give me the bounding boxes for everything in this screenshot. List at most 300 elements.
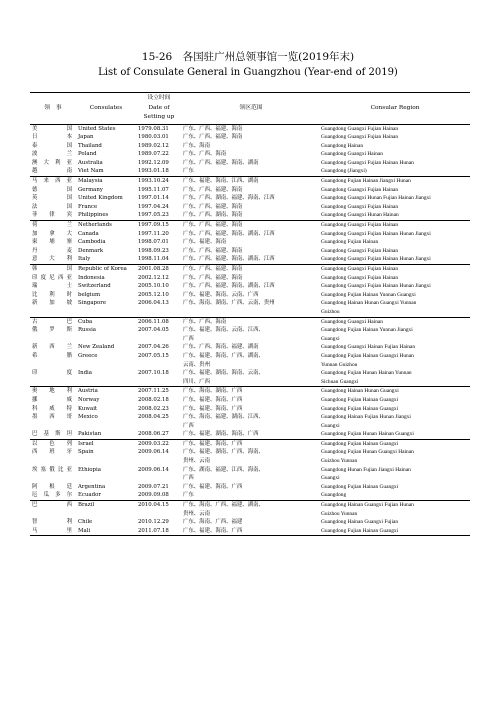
country-name-cn: 英国	[32, 195, 72, 202]
country-name-cn: 比利时	[32, 291, 72, 298]
region-en-line: Guangdong Fujian Hainan Guangxi	[321, 483, 399, 490]
country-name-cn: 波兰	[32, 151, 72, 158]
region-en-line: Guangdong Fujian Hainan Yunnan Jiangxi	[321, 327, 413, 334]
setup-date: 1997.05.23	[138, 212, 169, 219]
setup-date: 2011.07.18	[136, 527, 182, 536]
region-cn	[182, 518, 320, 527]
region-cn-line: 广西	[183, 422, 194, 429]
table-header	[30, 93, 470, 125]
consulate-name-en: New Zealand	[78, 344, 115, 351]
region-en	[320, 211, 470, 220]
region-en	[320, 203, 470, 212]
table-row	[30, 413, 470, 430]
region-en-line: Guangdong Hainan Guangxi Fujian Hunan	[321, 502, 414, 509]
region-en-line: Guangdong	[321, 492, 347, 499]
setup-date: 1995.11.07	[138, 186, 169, 193]
region-en	[320, 448, 470, 465]
region-cn	[182, 159, 320, 168]
table-row	[30, 203, 470, 212]
consulate-name-en: Republic of Korea	[76, 265, 136, 274]
consulate-name-en: Germany	[78, 186, 103, 193]
region-cn	[182, 491, 320, 500]
setup-date: 1992.12.09	[138, 159, 169, 166]
consulate-name-en: Canada	[78, 230, 99, 237]
region-cn	[182, 255, 320, 264]
country-name-cn: 俄罗斯	[32, 327, 72, 334]
table-row	[30, 194, 470, 203]
region-en	[320, 291, 470, 300]
table-row	[30, 396, 470, 405]
table-row	[30, 177, 470, 186]
consulate-name-en: Cambodia	[78, 239, 106, 246]
consulate-name-en: Spain	[78, 449, 94, 456]
region-en	[320, 159, 470, 168]
region-cn-line: 广东	[183, 168, 194, 175]
region-en	[320, 274, 470, 283]
region-en	[320, 317, 470, 326]
region-cn	[182, 133, 320, 142]
table-row	[30, 159, 470, 168]
region-cn	[182, 274, 320, 283]
table-row	[30, 448, 470, 465]
country-name-cn: 柬埔寨	[32, 239, 72, 246]
region-cn-line: 广东、广西、福建、海南	[183, 222, 243, 229]
region-cn	[182, 299, 320, 317]
region-en-line: Guangdong Fujian Hainan Guangxi	[321, 527, 399, 534]
region-cn	[182, 221, 320, 230]
region-cn	[182, 186, 320, 195]
setup-date: 2001.08.28	[136, 265, 182, 274]
region-cn-line: 广东、福建、海南、广西	[183, 396, 243, 403]
region-en-line: Sichuan Guangxi	[321, 378, 359, 385]
country-name-cn: 丹麦	[32, 247, 72, 254]
region-en-line: Guangdong Guangxi Fujian Hainan	[321, 274, 399, 281]
table-row	[30, 230, 470, 239]
country-name-cn: 越南	[32, 168, 72, 175]
region-en-line: Guangdong Hainan Guangxi Fujian	[321, 519, 399, 526]
region-en-line: Guangdong Guangxi Fujian Hainan	[321, 186, 399, 193]
region-en-line: Guangdong Guangxi Fujian Hainan	[321, 266, 399, 272]
region-cn	[182, 448, 320, 465]
region-cn	[182, 387, 320, 396]
consulate-table	[30, 92, 470, 536]
region-cn	[182, 203, 320, 212]
table-row	[30, 255, 470, 264]
region-en	[320, 230, 470, 239]
table-row	[30, 466, 470, 483]
country-name-cn: 荷兰	[30, 221, 76, 230]
table-row	[30, 430, 470, 439]
region-en-line: Guangdong Guangxi Fujian Hainan	[321, 222, 399, 229]
region-cn	[182, 343, 320, 352]
region-en	[320, 326, 470, 343]
region-cn-line: 广东、福建、湖南、海南、云南、	[183, 370, 264, 377]
region-cn-line: 广东、福建、海南、云南、江西、	[183, 327, 264, 334]
region-en	[320, 413, 470, 430]
region-en	[320, 221, 470, 230]
table-row	[30, 142, 470, 151]
country-name-cn: 西班牙	[32, 449, 72, 456]
consulate-name-en: Austria	[76, 387, 136, 396]
region-cn-line: 广东、广西、福建、海南	[183, 125, 243, 132]
country-name-cn: 德国	[32, 186, 72, 193]
region-cn-line: 广东、海南、湖南、广西、云南、贵州	[183, 300, 275, 307]
setup-date: 2007.05.15	[138, 352, 169, 359]
consulate-name-en: Ethiopia	[78, 466, 101, 473]
region-en	[320, 194, 470, 203]
consulate-name-en: Greece	[78, 352, 98, 359]
country-name-cn: 挪威	[32, 396, 72, 403]
consulate-name-en: Denmark	[78, 247, 104, 254]
table-row	[30, 343, 470, 352]
consulate-name-en: Italy	[78, 256, 91, 263]
table-row	[30, 491, 470, 500]
setup-date: 2005.10.10	[138, 283, 169, 290]
region-cn	[182, 230, 320, 239]
region-en-line: Guangdong Fujian Hainan Guangxi	[321, 440, 399, 447]
region-cn	[182, 396, 320, 405]
region-en-line: Guangdong Guangxi Hainan	[321, 318, 383, 325]
region-cn-line: 广东、福建、海南、广西、湖南、	[183, 352, 264, 359]
setup-date: 1997.04.24	[138, 203, 169, 210]
header-country: 领 事	[30, 93, 76, 125]
region-en-line: Guangdong Fujian Hainan Guangxi Hunan	[321, 352, 414, 359]
region-cn-line: 广东、福建、湖南、广西、海南、	[183, 449, 264, 456]
region-cn	[182, 352, 320, 369]
region-en	[320, 265, 470, 274]
consulate-name-en: Poland	[78, 151, 97, 158]
header-region-cn: 领区范围	[182, 93, 320, 125]
setup-date: 2009.03.22	[136, 439, 182, 448]
region-en-line: Guangdong Guangxi Fujian Hainan	[321, 247, 399, 254]
region-cn	[182, 466, 320, 483]
region-en-line: Guangdong Hunan Fujian Jiangxi Hainan	[321, 466, 411, 473]
consulate-name-en: Switzerland	[78, 283, 111, 290]
region-cn-line: 广东	[183, 492, 194, 499]
setup-date: 1998.07.01	[138, 239, 169, 246]
setup-date: 2005.12.10	[138, 291, 169, 298]
region-en	[320, 387, 470, 396]
table-row	[30, 150, 470, 159]
setup-date: 1979.08.31	[138, 125, 169, 132]
setup-date: 1980.03.01	[138, 134, 169, 141]
region-cn-line: 贵州、云南	[183, 510, 210, 517]
setup-date: 1998.11.04	[138, 256, 169, 263]
region-en	[320, 466, 470, 483]
setup-date: 2007.04.05	[138, 327, 169, 334]
consulate-name-en: Mali	[76, 527, 136, 536]
region-cn-line: 广东、广西、海南	[183, 318, 227, 325]
title-block	[0, 50, 496, 80]
region-en-line: Guangdong Fujian Hunan Hainan Yunnan	[321, 370, 412, 377]
table-row	[30, 501, 470, 519]
country-name-cn: 智利	[32, 519, 72, 526]
region-en-line: Guangdong Guangxi Fujian Hainan Hunan Jiangxi	[321, 256, 431, 263]
consulate-name-en: United Kingdom	[78, 195, 123, 202]
region-en-line: Guizhou Yunnan	[321, 510, 358, 517]
setup-date: 2010.04.15	[136, 501, 182, 519]
table-row	[30, 274, 470, 283]
consulate-name-en: Israel	[76, 439, 136, 448]
region-en	[320, 396, 470, 405]
setup-date: 2008.02.23	[138, 405, 169, 412]
region-cn-line: 广东、海南	[183, 142, 210, 149]
consulate-name-en: Cuba	[76, 317, 136, 326]
region-en-line: Guangdong Guangxi Fujian Hainan Hunan Jiangxi	[321, 283, 431, 290]
setup-date: 2007.11.25	[136, 387, 182, 396]
region-en	[320, 238, 470, 247]
region-cn-line: 广西	[183, 335, 194, 342]
region-cn	[182, 439, 320, 448]
region-en	[320, 483, 470, 492]
table-row	[30, 186, 470, 195]
region-cn-line: 广东、海南、湖南、广西	[183, 388, 243, 395]
region-cn-line: 广东、广西、湖南、福建、海南、江西	[183, 195, 275, 202]
region-cn-line: 广东、广西、福建、海南	[183, 274, 243, 281]
region-en	[320, 150, 470, 159]
region-cn	[182, 177, 320, 186]
consulate-name-en: Brazil	[76, 501, 136, 519]
setup-date: 2009.06.14	[138, 466, 169, 473]
setup-date: 2007.04.26	[138, 344, 169, 351]
region-cn-line: 广东、海南、广西、福建、湖南、	[183, 502, 264, 509]
table-row	[30, 527, 470, 536]
country-name-cn: 阿根廷	[32, 483, 72, 490]
region-en	[320, 247, 470, 256]
setup-date: 2008.06.27	[138, 431, 169, 438]
region-en	[320, 177, 470, 186]
consulate-name-en: France	[78, 203, 98, 210]
region-en	[320, 255, 470, 264]
region-en-line: Guangdong Guangxi Hunan Hainan	[321, 212, 399, 219]
region-en-line: Guangdong Guangxi Hainan Fujian Hainan	[321, 344, 416, 351]
region-en	[320, 124, 470, 133]
header-row	[30, 93, 470, 125]
country-name-cn: 印度尼西亚	[32, 274, 72, 281]
region-cn-line: 广东、广西、湖南、海南	[183, 212, 243, 219]
table-body	[30, 124, 470, 536]
setup-date: 1989.02.12	[138, 142, 169, 149]
region-cn-line: 广东、广西、福建、海南	[183, 266, 243, 272]
region-cn-line: 云南、贵州	[183, 361, 210, 368]
region-en-line: Guangdong Guangxi Hainan	[321, 151, 383, 158]
consulate-name-en: Pakistan	[78, 431, 102, 438]
region-cn	[182, 326, 320, 343]
region-en	[320, 501, 470, 519]
country-name-cn: 以色列	[30, 439, 76, 448]
header-region-en: Consular Region	[320, 93, 470, 125]
consulate-name-en: Malaysia	[76, 177, 136, 186]
table-row	[30, 124, 470, 133]
region-en	[320, 430, 470, 439]
region-cn-line: 广东、福建、海南、广西	[183, 440, 243, 447]
region-en-line: Guangxi	[321, 422, 340, 429]
region-cn-line: 四川、广西	[183, 378, 210, 385]
consulate-name-en: Viet Nam	[78, 168, 104, 175]
table-row	[30, 238, 470, 247]
region-en-line: Guangdong Hainan Fujian Hunan Jiangxi	[321, 414, 411, 421]
consulate-name-en: Mexico	[78, 414, 98, 421]
region-cn-line: 广东、福建、海南、云南、广西	[183, 291, 259, 298]
country-name-cn: 加拿大	[32, 230, 72, 237]
region-cn-line: 广东、广西、福建、海南	[183, 203, 243, 210]
country-name-cn: 古巴	[30, 317, 76, 326]
country-name-cn: 巴基斯坦	[32, 431, 72, 438]
setup-date: 1993.10.24	[136, 177, 182, 186]
setup-date: 2010.12.29	[138, 519, 169, 526]
consulate-name-en: Japan	[78, 134, 94, 141]
setup-date: 2008.04.25	[138, 414, 169, 421]
region-cn-line: 广东、福建、海南	[183, 239, 227, 246]
region-en-line: Guangxi	[321, 335, 340, 342]
setup-date: 1997.09.15	[136, 221, 182, 230]
region-en	[320, 518, 470, 527]
setup-date: 1989.07.22	[138, 151, 169, 158]
region-cn	[182, 430, 320, 439]
region-cn	[182, 265, 320, 274]
consulate-name-en: Russia	[78, 327, 97, 334]
region-en-line: Guizhou Yunnan	[321, 458, 358, 465]
header-date-en-2: Setting up	[143, 114, 175, 120]
setup-date: 1997.11.20	[138, 230, 169, 237]
region-cn	[182, 238, 320, 247]
table-row	[30, 518, 470, 527]
country-name-cn: 美国	[32, 125, 72, 132]
region-cn-line: 广东、福建、海南、广西	[183, 405, 243, 412]
region-en	[320, 369, 470, 387]
region-en-line: Guangdong Guangxi Fujian Hainan Hunan Jiangxi	[321, 230, 431, 237]
region-cn-line: 广西	[183, 475, 194, 482]
region-en-line: Guangdong Fujian Hainan Guangxi	[321, 396, 399, 403]
region-cn-line: 广东、广西、海南	[183, 151, 227, 158]
country-name-cn: 澳大利亚	[32, 159, 72, 166]
country-name-cn: 马里	[30, 527, 76, 536]
table-row	[30, 265, 470, 274]
table-row	[30, 221, 470, 230]
table-row	[30, 387, 470, 396]
consulate-name-en: Australia	[78, 159, 103, 166]
setup-date: 2009.06.14	[138, 449, 169, 456]
country-name-cn: 墨西哥	[32, 414, 72, 421]
region-cn	[182, 150, 320, 159]
region-cn	[182, 211, 320, 220]
region-en	[320, 282, 470, 291]
setup-date: 1998.09.23	[138, 247, 169, 254]
country-name-cn: 希腊	[32, 352, 72, 359]
region-en-line: Guangdong Hainan Hunan Guangxi	[321, 388, 399, 395]
setup-date: 2006.11.08	[136, 317, 182, 326]
table-row	[30, 369, 470, 387]
consulate-name-en: Norway	[78, 396, 100, 403]
region-en-line: Guangdong Hainan Hunan Guangxi Yunnan	[321, 300, 417, 307]
country-name-cn: 新加坡	[32, 300, 72, 307]
consulate-name-en: Ecuador	[78, 492, 101, 499]
region-en	[320, 352, 470, 369]
setup-date: 2009.07.21	[138, 483, 169, 490]
region-cn-line: 广东、广西、福建、海南、湖南	[183, 159, 259, 166]
region-en-line: Guangdong Fujian Hainan	[321, 239, 379, 246]
table-row	[30, 133, 470, 142]
region-cn	[182, 527, 320, 536]
region-en	[320, 186, 470, 195]
country-name-cn: 埃塞俄比亚	[32, 466, 72, 473]
country-name-cn: 日本	[32, 134, 72, 141]
setup-date: 1993.01.18	[138, 168, 169, 175]
region-cn-line	[183, 308, 319, 317]
consulate-name-en: India	[78, 370, 92, 377]
region-cn	[182, 483, 320, 492]
region-en-line: Guangdong Fujian Hainan Jiangxi Hunan	[321, 178, 411, 185]
header-date	[136, 93, 182, 125]
region-cn-line: 广东、海南、福建、湖南、江西、	[183, 414, 264, 421]
region-en	[320, 527, 470, 536]
setup-date: 2002.12.12	[138, 274, 169, 281]
region-en-line: Yunnan Guizhou	[321, 361, 358, 368]
consulate-name-en: Thailand	[78, 142, 102, 149]
region-en-line: Guangdong Guangxi Hunan Fujian Hainan Jiangxi	[321, 195, 431, 202]
region-en-line: Guizhou	[321, 308, 340, 315]
consulate-name-en: Chile	[78, 519, 93, 526]
country-name-cn: 奥地利	[30, 387, 76, 396]
region-en-line: Guangdong Fujian Hainan Guangxi	[321, 405, 399, 412]
table-row	[30, 291, 470, 300]
country-name-cn: 瑞士	[32, 283, 72, 290]
region-cn	[182, 142, 320, 151]
region-cn	[182, 317, 320, 326]
consulate-name-en: belgium	[78, 291, 101, 298]
region-en-line: Guangdong Guangxi Fujian Hainan Hunan	[321, 159, 414, 166]
region-cn	[182, 124, 320, 133]
region-en	[320, 491, 470, 500]
region-en	[320, 343, 470, 352]
region-en-line: Guangdong Fujian Hainan Yunnan Guangxi	[321, 291, 416, 298]
setup-date: 2007.10.18	[138, 370, 169, 377]
region-cn	[182, 194, 320, 203]
table-row	[30, 439, 470, 448]
region-en-line: Guangxi	[321, 475, 340, 482]
region-cn-line: 广东、海南、广西、福建	[183, 519, 243, 526]
table-row	[30, 211, 470, 220]
region-en-line: Guangdong Guangxi Fujian Hainan	[321, 203, 399, 210]
consulate-name-en: Netherlands	[76, 221, 136, 230]
table-row	[30, 405, 470, 414]
region-en	[320, 133, 470, 142]
setup-date: 2008.02.18	[138, 396, 169, 403]
country-name-cn: 印度	[32, 370, 72, 377]
region-cn-line: 广东、福建、海南、广西	[183, 527, 243, 534]
region-cn-line: 广东、广西、福建、海南	[183, 134, 243, 141]
region-en	[320, 405, 470, 414]
region-cn	[182, 369, 320, 387]
region-en-line: Guangdong Guangxi Fujian Hainan	[321, 134, 399, 141]
region-cn-line: 广东、福建、湖南、海南、广西	[183, 431, 259, 438]
table-title-en: List of Consulate General in Guangzhou (Year-end of 2019)	[98, 67, 398, 78]
consulate-name-en: Kuwait	[78, 405, 98, 412]
region-cn-line: 广东、广西、海南、福建、湖南	[183, 344, 259, 351]
setup-date: 2009.09.08	[138, 492, 169, 499]
setup-date: 1997.01.14	[138, 195, 169, 202]
region-cn	[182, 167, 320, 176]
consulate-name-en: Singapore	[78, 300, 107, 307]
consulate-name-en: United States	[78, 125, 116, 132]
table-row	[30, 483, 470, 492]
region-en-line: Guangdong (Jiangxi)	[321, 168, 367, 175]
region-cn-line: 广东、福建、海南、广西	[183, 483, 243, 490]
consulate-name-en: Philippines	[78, 212, 109, 219]
region-cn	[182, 247, 320, 256]
region-en	[320, 167, 470, 176]
region-cn-line: 广东、广西、福建、海南、湖南、江西	[183, 283, 275, 290]
